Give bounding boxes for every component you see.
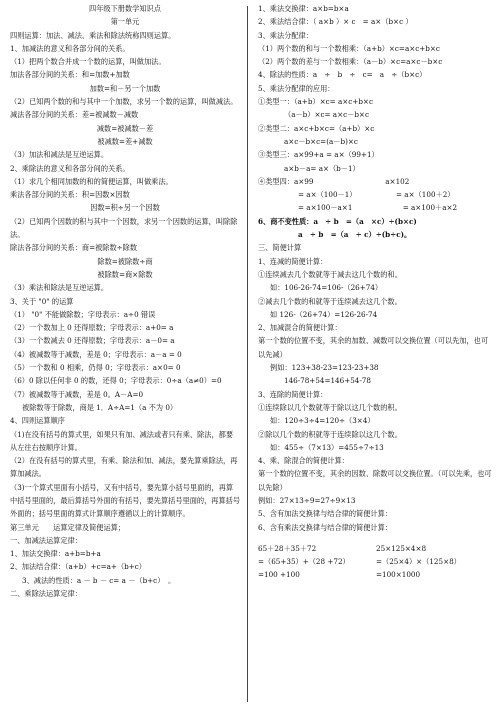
right-line-24: 2、加减混合的简便计算： bbox=[258, 323, 342, 333]
right-line-37: 6、含有乘法交换律与结合律的简便计算： bbox=[258, 522, 392, 532]
left-line-3: 1、加减法的意义和各部分间的关系。 bbox=[10, 43, 130, 53]
right-line-8: （a－b）×c= a×c－b×c bbox=[284, 110, 369, 120]
left-line-27: （6）0 除以任何非 0 的数，还得 0；字母表示：0÷a（a≠0）=0 bbox=[10, 376, 222, 386]
right-line-25: 第一个数的位置不变，其余的加数、减数可以交换位置（可以先加，也可以先减） bbox=[258, 336, 489, 359]
calc-cell-2-1: =100×1000 bbox=[376, 570, 421, 580]
left-line-14: 乘法各部分间的关系：积=因数×因数 bbox=[10, 190, 130, 200]
right-line-4: （2）两个数的差与一个数相乘：（a－b）×c=a×c－b×c bbox=[258, 57, 443, 67]
column-divider bbox=[247, 6, 248, 702]
left-line-7: （2）已知两个数的和与其中一个加数，求另一个数的运算，叫做减法。 bbox=[10, 97, 238, 107]
right-line-21: 如：106-26-74=106-（26+74） bbox=[270, 283, 383, 293]
left-line-0: 四年级下册数学知识点 bbox=[89, 4, 161, 13]
right-column-lines bbox=[258, 2, 494, 534]
left-line-26: （5）一个数和 0 相乘，仍得 0；字母表示：a×0= 0 bbox=[10, 363, 181, 373]
right-line-17: a ÷ b =（a ÷ c）÷(b÷c)。 bbox=[298, 230, 412, 240]
left-line-11: （3）加法和减法是互逆运算。 bbox=[10, 150, 109, 160]
calc-row-1 bbox=[258, 555, 494, 568]
right-line-29: ①连续除以几个数就等于除以这几个数的积。 bbox=[258, 402, 402, 412]
left-line-31: （1)在没有括号的算式里，如果只有加、减法或者只有乘、除法，都要从左往右按顺序计算。 bbox=[10, 429, 234, 452]
right-line-34: 第一个数的位置不变，其余的因数、除数可以交换位置。（可以先乘，也可以先除） bbox=[258, 469, 492, 492]
left-line-28: （7）被减数等于减数，差是 0。A－A=0 bbox=[10, 389, 144, 399]
right-line-20: ①连续减去几个数就等于减去这几个数的和。 bbox=[258, 269, 402, 279]
left-line-13: （1）求几个相同加数的和的简便运算，叫做乘法。 bbox=[10, 176, 173, 186]
calc-row-2 bbox=[258, 568, 494, 581]
left-line-1: 第一单元 bbox=[110, 17, 140, 27]
left-line-19: 被除数=商×除数 bbox=[97, 269, 153, 279]
calc-cell-2-0: =100 +100 bbox=[258, 570, 300, 580]
left-column bbox=[10, 2, 240, 600]
calc-cell-0-1: 25×125×4×8 bbox=[376, 543, 427, 553]
right-line-10: a×c－b×c=(a－b)×c bbox=[284, 136, 358, 146]
right-line-7: ①类型一：（a+b）×c= a×c+b×c bbox=[258, 97, 373, 107]
right-line-12: a×b－a= a×（b－1） bbox=[284, 163, 360, 173]
right-line-14: = a×（100－1） = a×（100＋2） bbox=[298, 190, 455, 200]
left-line-15: 因数=积÷另一个因数 bbox=[90, 203, 160, 213]
left-line-10: 被减数=差+减数 bbox=[97, 136, 153, 146]
calc-cell-1-0: =（65+35）+（28 +72） bbox=[258, 557, 350, 567]
left-line-34: 第三单元 运算定律及简便运算； bbox=[10, 522, 126, 532]
left-line-9: 减数=被减数－差 bbox=[96, 123, 154, 133]
right-line-0: 1、乘法交换律：a×b=b×a bbox=[258, 4, 349, 13]
right-column bbox=[258, 2, 494, 582]
left-line-2: 四则运算：加法、减法、乘法和除法统称四则运算。 bbox=[10, 30, 176, 40]
left-line-5: 加法各部分间的关系：和=加数+加数 bbox=[10, 70, 130, 80]
right-line-13: ④类型四：a×99 a×102 bbox=[258, 176, 410, 186]
right-line-9: ②类型二：a×c+b×c=（a+b）×c bbox=[258, 123, 375, 133]
left-line-24: （3）一个数减去 0 还得原数；字母表示：a－0= a bbox=[10, 336, 175, 346]
right-line-33: 4、乘、除混合的简便计算： bbox=[258, 456, 349, 466]
left-line-4: （1）把两个数合并成一个数的运算，叫做加法。 bbox=[10, 57, 166, 67]
left-line-37: 2、加法结合律：（a+b）+c=a+（b+c） bbox=[10, 562, 146, 572]
right-line-2: 3、乘法分配律： bbox=[258, 30, 313, 40]
right-line-15: = a×100－a×1 = a×100＋a×2 bbox=[298, 203, 458, 213]
right-line-30: 如：120÷3÷4=120÷（3×4） bbox=[270, 416, 375, 426]
left-line-30: 4、四则运算顺序 bbox=[10, 416, 65, 426]
right-line-35: 例如：27×13÷9=27÷9×13 bbox=[258, 495, 356, 505]
calc-spacer bbox=[258, 534, 494, 542]
right-line-18: 三、简便计算 bbox=[258, 243, 302, 253]
left-line-6: 加数=和－另一个加数 bbox=[89, 83, 161, 93]
left-line-32: （2）在没有括号的算式里，有乘、除法和加、减法，要先算乘除法，再算加减法。 bbox=[10, 456, 238, 479]
left-line-36: 1、加法交换律：a+b=b+a bbox=[10, 549, 101, 559]
right-line-22: ②减去几个数的和就等于连续减去这几个数。 bbox=[258, 296, 402, 306]
right-line-36: 5、含有加法交换律与结合律的简便计算： bbox=[258, 509, 392, 519]
left-line-12: 2、乘除法的意义和各部分间的关系。 bbox=[10, 163, 130, 173]
right-line-6: 5、乘法分配律的应用： bbox=[258, 83, 335, 93]
right-line-5: 4、除法的性质：a ÷ b ÷ c= a ÷（b×c） bbox=[258, 70, 427, 80]
right-line-16: 6、商不变性质：a ÷ b =（a ×c）÷(b×c) bbox=[258, 216, 417, 226]
left-line-8: 减法各部分间的关系：差=被减数－减数 bbox=[10, 110, 139, 120]
left-line-33: （3)一个算式里面有小括号，又有中括号，要先算小括号里面的，再算中括号里面的，最后算括号外面的有括号，要先算括号里面的，再算括号外面的；括号里面的算式计算顺序遵循以上的计算顺序。 bbox=[10, 482, 240, 519]
right-line-23: 如 126-（26+74）=126-26-74 bbox=[270, 309, 378, 319]
right-line-26: 例如：123+38-23=123-23+38 bbox=[270, 363, 379, 373]
left-line-17: 除法各部分间的关系：商=被除数÷除数 bbox=[10, 243, 138, 253]
left-line-38: 3、减法的性质：a － b － c= a －（b+c） 。 bbox=[22, 575, 176, 585]
right-line-31: ②除以几个数的积就等于连续除以这几个数。 bbox=[258, 429, 402, 439]
right-line-32: 如：455÷（7×13）=455÷7÷13 bbox=[270, 442, 384, 452]
right-line-3: （1）两个数的和与一个数相乘：（a+b）×c=a×c+b×c bbox=[258, 43, 440, 53]
left-line-23: （2）一个数加上 0 还得原数；字母表示：a+0= a bbox=[10, 323, 174, 333]
right-line-28: 3、连除的简便计算： bbox=[258, 389, 328, 399]
calc-cell-0-0: 65＋28＋35＋72 bbox=[258, 543, 317, 553]
left-line-16: （2）已知两个因数的积与其中一个因数，求另一个因数的运算，叫除除法。 bbox=[10, 216, 238, 240]
calculation-examples bbox=[258, 534, 494, 582]
right-line-11: ③类型三：a×99+a = a×（99+1） bbox=[258, 150, 379, 160]
right-line-1: 2、乘法结合律：（ a×b ）× c = a×（b×c ） bbox=[258, 17, 413, 27]
left-line-25: （4）被减数等于减数，差是 0；字母表示：a－a = 0 bbox=[10, 349, 182, 359]
left-line-20: （3）乘法和除法是互逆运算。 bbox=[10, 283, 109, 293]
left-line-39: 二、乘除法运算定律： bbox=[10, 589, 82, 599]
calc-row-0 bbox=[258, 542, 494, 555]
left-line-22: （1） "0" 不能做除数；字母表示：a÷0 错误 bbox=[10, 309, 156, 319]
left-line-18: 除数=被除数÷商 bbox=[97, 256, 153, 266]
left-line-21: 3、关于 "0" 的运算 bbox=[10, 296, 74, 306]
left-line-29: 被除数等于除数，商是 1．A÷A=1（a 不为 0） bbox=[22, 402, 178, 412]
right-line-19: 1、连减的简便计算： bbox=[258, 256, 328, 266]
right-line-27: 146-78+54=146+54-78 bbox=[284, 376, 371, 386]
left-line-35: 一、加减法运算定律： bbox=[10, 535, 82, 545]
calc-cell-1-1: =（25×4）×（125×8） bbox=[376, 557, 461, 567]
